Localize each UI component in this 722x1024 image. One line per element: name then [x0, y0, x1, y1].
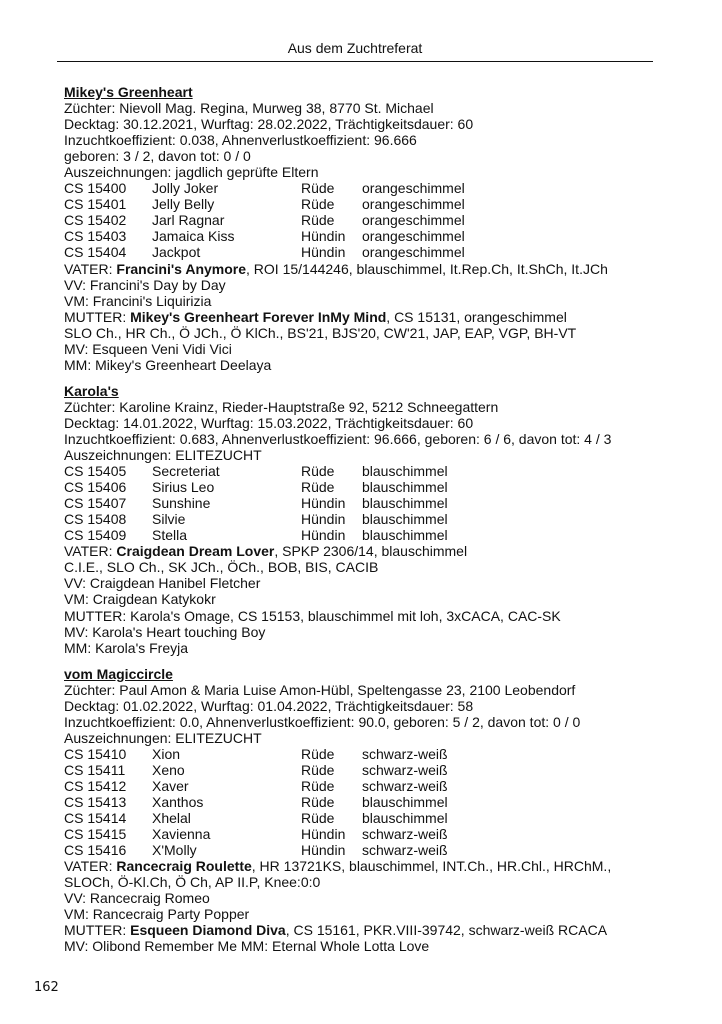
mother-name: Esqueen Diamond Diva — [130, 922, 286, 939]
puppy-color: blauschimmel — [362, 479, 448, 496]
puppy-id: CS 15416 — [64, 842, 127, 859]
mother-grandparents: MV: Olibond Remember Me MM: Eternal Whole Lotta Love — [64, 938, 430, 955]
puppy-name: Jarl Ragnar — [152, 212, 225, 229]
puppy-row — [64, 762, 664, 778]
puppy-sex: Hündin — [301, 511, 346, 528]
puppy-name: Silvie — [152, 511, 186, 528]
puppy-id: CS 15410 — [64, 745, 127, 762]
puppy-id: CS 15402 — [64, 212, 127, 229]
breeder-line: Züchter: Nievoll Mag. Regina, Murweg 38, 8770 St. Michael — [64, 100, 434, 117]
mother-grandsire: MV: Esqueen Veni Vidi Vici — [64, 340, 232, 357]
puppy-name: Xanthos — [152, 794, 204, 811]
puppy-name: Xeno — [152, 761, 185, 778]
kennel-name: Karola's — [64, 382, 119, 399]
dates-line: Decktag: 01.02.2022, Wurftag: 01.04.2022, Trächtigkeitsdauer: 58 — [64, 697, 474, 714]
father-granddam: VM: Rancecraig Party Popper — [64, 906, 250, 923]
mother-details: , CS 15131, orangeschimmel — [386, 308, 567, 325]
awards-line: Auszeichnungen: jagdlich geprüfte Eltern — [64, 164, 319, 181]
puppy-row — [64, 244, 664, 260]
coefficients-line: Inzuchtkoeffizient: 0.683, Ahnenverlustkoeffizient: 96.666, geboren: 6 / 6, davon tot: 4 / 3 — [64, 430, 612, 447]
mother-grandsire: MV: Karola's Heart touching Boy — [64, 623, 266, 640]
puppy-row — [64, 228, 664, 244]
puppy-row — [64, 479, 664, 495]
puppy-id: CS 15408 — [64, 511, 127, 528]
puppy-id: CS 15406 — [64, 479, 127, 496]
puppy-table — [64, 463, 664, 543]
puppy-color: orangeschimmel — [362, 212, 465, 229]
father-grandsire: VV: Craigdean Hanibel Fletcher — [64, 575, 261, 592]
father-titles: SLOCh, Ö-Kl.Ch, Ö Ch, AP II.P, Knee:0:0 — [64, 874, 321, 891]
kennel-name: vom Magiccircle — [64, 665, 173, 682]
mother-details: Karola's Omage, CS 15153, blauschimmel mit loh, 3xCACA, CAC-SK — [130, 607, 561, 624]
puppy-color: blauschimmel — [362, 527, 448, 544]
puppy-color: orangeschimmel — [362, 196, 465, 213]
puppy-color: blauschimmel — [362, 463, 448, 480]
puppy-color: blauschimmel — [362, 794, 448, 811]
mother-granddam: MM: Mikey's Greenheart Deelaya — [64, 356, 272, 373]
breeder-line: Züchter: Karoline Krainz, Rieder-Hauptstraße 92, 5212 Schneegattern — [64, 398, 499, 415]
puppy-name: Jelly Belly — [152, 196, 215, 213]
puppy-color: schwarz-weiß — [362, 777, 448, 794]
puppy-color: orangeschimmel — [362, 180, 465, 197]
puppy-id: CS 15405 — [64, 463, 127, 480]
puppy-sex: Rüde — [301, 463, 335, 480]
coefficients-line: Inzuchtkoeffizient: 0.0, Ahnenverlustkoeffizient: 90.0, geboren: 5 / 2, davon tot: 0 / 0 — [64, 713, 581, 730]
kennel-name: Mikey's Greenheart — [64, 84, 193, 100]
father-name: Francini's Anymore — [116, 260, 247, 277]
father-line — [64, 261, 664, 277]
puppy-row — [64, 810, 664, 826]
puppy-sex: Hündin — [301, 228, 346, 245]
mother-details: , CS 15161, PKR.VIII-39742, schwarz-weiß RCACA — [285, 922, 608, 939]
puppy-row — [64, 826, 664, 842]
puppy-id: CS 15401 — [64, 196, 127, 213]
puppy-sex: Hündin — [301, 527, 346, 544]
puppy-color: schwarz-weiß — [362, 826, 448, 843]
mother-label: MUTTER: — [64, 308, 131, 325]
puppy-row — [64, 778, 664, 794]
father-details: , SPKP 2306/14, blauschimmel — [274, 543, 468, 560]
father-label: VATER: — [64, 858, 117, 875]
puppy-name: Xavienna — [152, 826, 211, 843]
father-label: VATER: — [64, 260, 117, 277]
puppy-sex: Rüde — [301, 777, 335, 794]
puppy-color: blauschimmel — [362, 495, 448, 512]
father-granddam: VM: Francini's Liquirizia — [64, 292, 212, 309]
puppy-color: blauschimmel — [362, 511, 448, 528]
puppy-row — [64, 842, 664, 858]
puppy-row — [64, 794, 664, 810]
awards-line: Auszeichnungen: ELITEZUCHT — [64, 729, 262, 746]
mother-granddam: MM: Karola's Freyja — [64, 639, 189, 656]
father-grandsire: VV: Francini's Day by Day — [64, 276, 226, 293]
mother-line — [64, 309, 664, 325]
puppy-name: X'Molly — [152, 842, 197, 859]
father-line — [64, 543, 664, 559]
puppy-name: Jolly Joker — [152, 180, 219, 197]
puppy-id: CS 15413 — [64, 794, 127, 811]
mother-name: Mikey's Greenheart Forever InMy Mind — [130, 308, 387, 325]
puppy-table — [64, 746, 664, 858]
header-rule — [57, 61, 653, 62]
puppy-sex: Rüde — [301, 196, 335, 213]
puppy-name: Sirius Leo — [152, 479, 215, 496]
puppy-name: Secreteriat — [152, 463, 220, 480]
puppy-color: orangeschimmel — [362, 228, 465, 245]
mother-line — [64, 922, 664, 938]
puppy-sex: Hündin — [301, 244, 346, 261]
dates-line: Decktag: 14.01.2022, Wurftag: 15.03.2022, Trächtigkeitsdauer: 60 — [64, 414, 474, 431]
father-line — [64, 858, 664, 874]
puppy-sex: Rüde — [301, 212, 335, 229]
mother-line — [64, 608, 664, 624]
father-granddam: VM: Craigdean Katykokr — [64, 591, 216, 608]
father-name: Rancecraig Roulette — [116, 858, 252, 875]
puppy-id: CS 15400 — [64, 180, 127, 197]
puppy-id: CS 15415 — [64, 826, 127, 843]
father-label: VATER: — [64, 543, 117, 560]
father-name: Craigdean Dream Lover — [116, 543, 275, 560]
puppy-row — [64, 495, 664, 511]
father-details: , ROI 15/144246, blauschimmel, It.Rep.Ch, It.ShCh, It.JCh — [246, 260, 608, 277]
puppy-id: CS 15411 — [64, 761, 126, 778]
puppy-name: Jackpot — [152, 244, 201, 261]
puppy-color: schwarz-weiß — [362, 761, 448, 778]
father-grandsire: VV: Rancecraig Romeo — [64, 890, 210, 907]
litter-entry — [64, 84, 664, 373]
mother-label: MUTTER: — [64, 607, 131, 624]
puppy-row — [64, 527, 664, 543]
puppy-sex: Rüde — [301, 794, 335, 811]
puppy-color: blauschimmel — [362, 810, 448, 827]
puppy-name: Xion — [152, 745, 181, 762]
puppy-sex: Hündin — [301, 826, 346, 843]
puppy-sex: Rüde — [301, 479, 335, 496]
puppy-sex: Rüde — [301, 810, 335, 827]
father-titles: C.I.E., SLO Ch., SK JCh., ÖCh., BOB, BIS, CACIB — [64, 559, 379, 576]
puppy-name: Sunshine — [152, 495, 211, 512]
running-head: Aus dem Zuchtreferat — [287, 40, 423, 56]
puppy-sex: Rüde — [301, 180, 335, 197]
puppy-row — [64, 196, 664, 212]
puppy-color: schwarz-weiß — [362, 842, 448, 859]
puppy-sex: Rüde — [301, 761, 335, 778]
puppy-id: CS 15414 — [64, 810, 127, 827]
puppy-id: CS 15409 — [64, 527, 127, 544]
puppy-color: orangeschimmel — [362, 244, 465, 261]
mother-titles: SLO Ch., HR Ch., Ö JCh., Ö KlCh., BS'21, BJS'20, CW'21, JAP, EAP, VGP, BH-VT — [64, 324, 577, 341]
puppy-sex: Hündin — [301, 842, 346, 859]
puppy-row — [64, 180, 664, 196]
litter-entry — [64, 383, 664, 656]
puppy-id: CS 15404 — [64, 244, 127, 261]
puppy-table — [64, 180, 664, 260]
page-content — [64, 84, 664, 954]
puppy-id: CS 15403 — [64, 228, 127, 245]
puppy-name: Xhelal — [152, 810, 191, 827]
puppy-row — [64, 463, 664, 479]
breeder-line: Züchter: Paul Amon & Maria Luise Amon-Hübl, Speltengasse 23, 2100 Leobendorf — [64, 681, 576, 698]
litter-entry — [64, 666, 664, 955]
puppy-row — [64, 212, 664, 228]
mother-label: MUTTER: — [64, 922, 131, 939]
puppy-id: CS 15407 — [64, 495, 127, 512]
puppy-row — [64, 511, 664, 527]
coefficients-line: Inzuchtkoeffizient: 0.038, Ahnenverlustkoeffizient: 96.666 — [64, 132, 417, 149]
puppy-id: CS 15412 — [64, 777, 127, 794]
puppy-name: Jamaica Kiss — [152, 228, 235, 245]
puppy-sex: Hündin — [301, 495, 346, 512]
page-number: 162 — [34, 980, 59, 995]
father-details: , HR 13721KS, blauschimmel, INT.Ch., HR.Chl., HRChM., — [251, 858, 612, 875]
puppy-name: Xaver — [152, 777, 189, 794]
puppy-row — [64, 746, 664, 762]
puppy-sex: Rüde — [301, 745, 335, 762]
born-line: geboren: 3 / 2, davon tot: 0 / 0 — [64, 148, 251, 165]
puppy-name: Stella — [152, 527, 188, 544]
awards-line: Auszeichnungen: ELITEZUCHT — [64, 447, 262, 464]
dates-line: Decktag: 30.12.2021, Wurftag: 28.02.2022, Trächtigkeitsdauer: 60 — [64, 116, 474, 133]
puppy-color: schwarz-weiß — [362, 745, 448, 762]
